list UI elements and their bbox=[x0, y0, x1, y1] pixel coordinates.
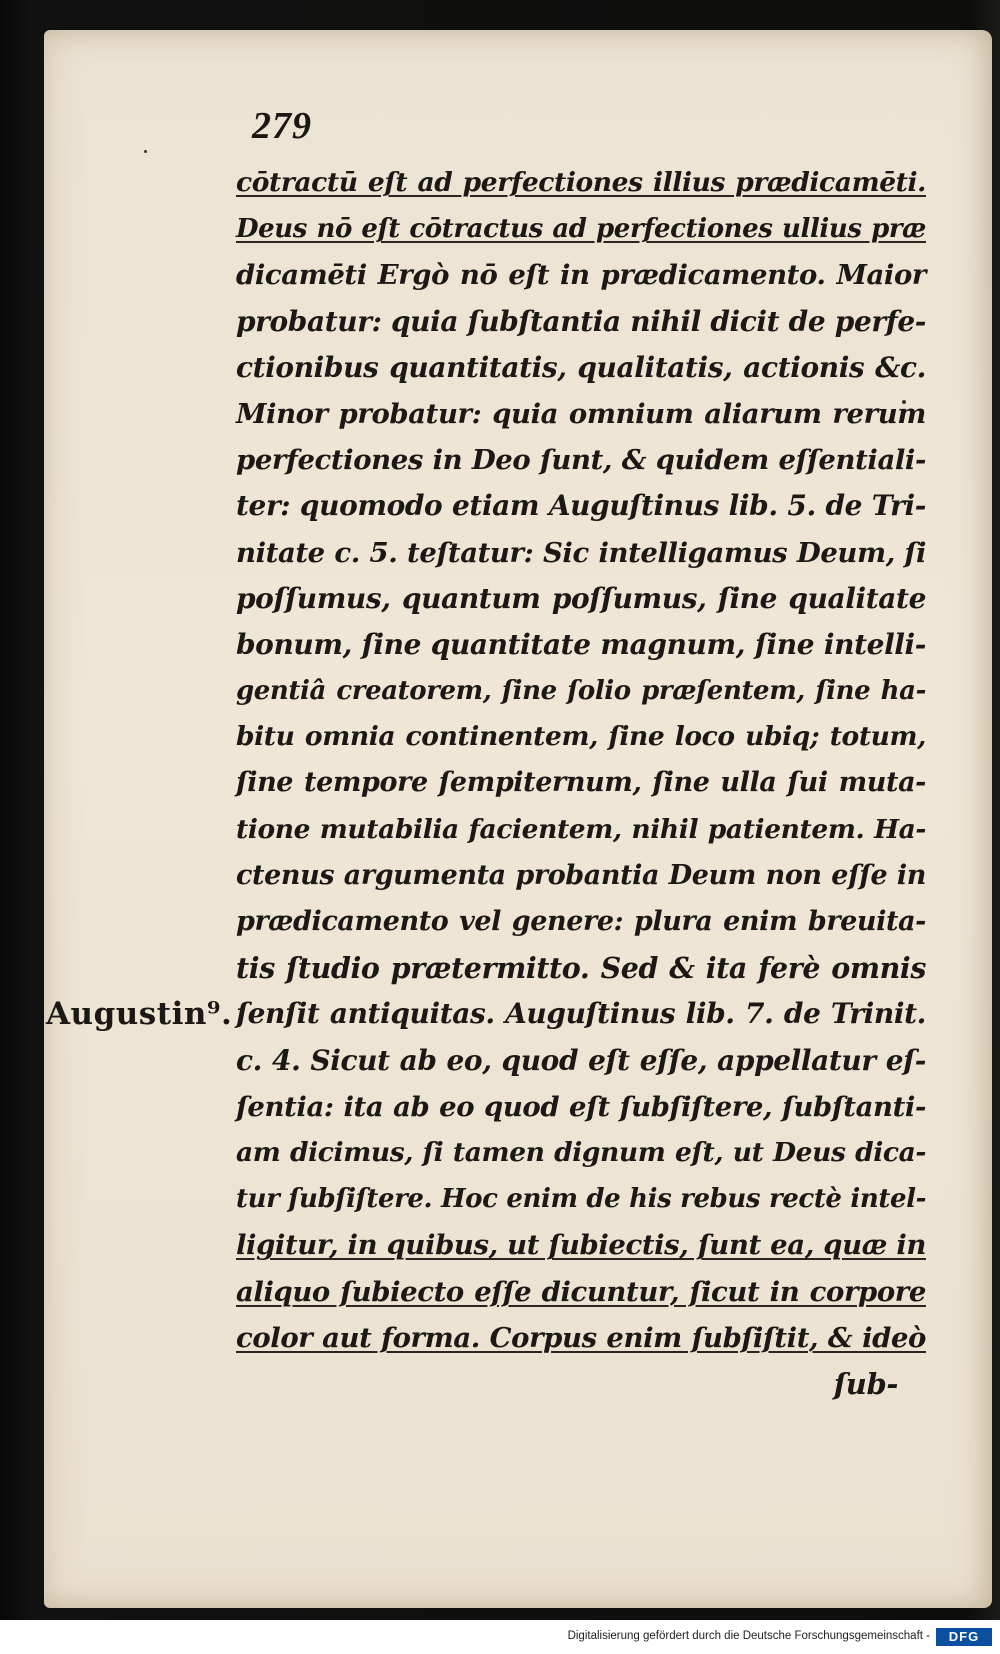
text-line: tione mutabilia facientem, nihil patientem. Ha- bbox=[236, 813, 926, 845]
text-line: poſſumus, quantum poſſumus, ſine qualitate bbox=[236, 581, 926, 615]
text-line: ſine tempore ſempiternum, ſine ulla ſui muta- bbox=[236, 767, 926, 799]
text-line: ſentia: ita ab eo quod eſt ſubſiſtere, ſubſtanti- bbox=[236, 1090, 926, 1123]
catchword: ſub- bbox=[833, 1366, 898, 1401]
text-line: probatur: quia ſubſtantia nihil dicit de perfe- bbox=[236, 304, 926, 338]
text-line: am dicimus, ſi tamen dignum eſt, ut Deus dica- bbox=[236, 1136, 926, 1168]
text-line: c. 4. Sicut ab eo, quod eſt eſſe, appellatur eſ- bbox=[236, 1043, 926, 1077]
text-line: tis ſtudio prætermitto. Sed & ita ferè omnis bbox=[236, 951, 926, 986]
margin-note: Augustin⁹. bbox=[46, 996, 233, 1032]
text-line: color aut forma. Corpus enim ſubſiſtit, & ideò bbox=[236, 1321, 926, 1354]
text-line: dicamēti Ergò nō eſt in prædicamento. Maior bbox=[236, 259, 926, 292]
text-line: prædicamento vel genere: plura enim breuita- bbox=[236, 906, 926, 937]
text-line: ctionibus quantitatis, qualitatis, actionis &c. bbox=[236, 350, 926, 384]
text-line: ligitur, in quibus, ut ſubiectis, ſunt ea, quæ in bbox=[236, 1229, 926, 1262]
text-line: bitu omnia continentem, ſine loco ubiq; totum, bbox=[236, 721, 926, 753]
text-line: bonum, ſine quantitate magnum, ſine intelli- bbox=[236, 627, 926, 661]
text-line: gentiâ creatorem, ſine ſolio præſentem, ſine ha- bbox=[236, 676, 926, 707]
text-line: ſenſit antiquitas. Auguſtinus lib. 7. de Trinit. bbox=[236, 997, 926, 1031]
text-line: ter: quomodo etiam Auguſtinus lib. 5. de Tri- bbox=[236, 489, 926, 523]
body-text bbox=[236, 160, 926, 1407]
paper-speck bbox=[144, 150, 147, 153]
text-line: tur ſubſiſtere. Hoc enim de his rebus rectè intel- bbox=[236, 1184, 926, 1215]
text-line: Deus nō eſt cōtractus ad perfectiones ullius præ bbox=[236, 214, 926, 245]
text-line: Minor probatur: quia omnium aliarum rerum bbox=[236, 397, 926, 430]
funding-credit: Digitalisierung gefördert durch die Deutsche Forschungsgemeinschaft - bbox=[567, 1630, 930, 1642]
text-line: aliquo ſubiecto eſſe dicuntur, ſicut in corpore bbox=[236, 1275, 926, 1308]
footer-bar bbox=[0, 1620, 1000, 1654]
text-line: perfectiones in Deo ſunt, & quidem eſſentiali- bbox=[236, 444, 926, 477]
text-line: nitate c. 5. teſtatur: Sic intelligamus Deum, ſi bbox=[236, 536, 926, 569]
dfg-logo: DFG bbox=[936, 1628, 992, 1646]
text-line: ctenus argumenta probantia Deum non eſſe in bbox=[236, 859, 926, 891]
page-number: 279 bbox=[252, 105, 312, 147]
text-line: cōtractū eſt ad perfectiones illius prædicamēti. bbox=[236, 167, 926, 198]
